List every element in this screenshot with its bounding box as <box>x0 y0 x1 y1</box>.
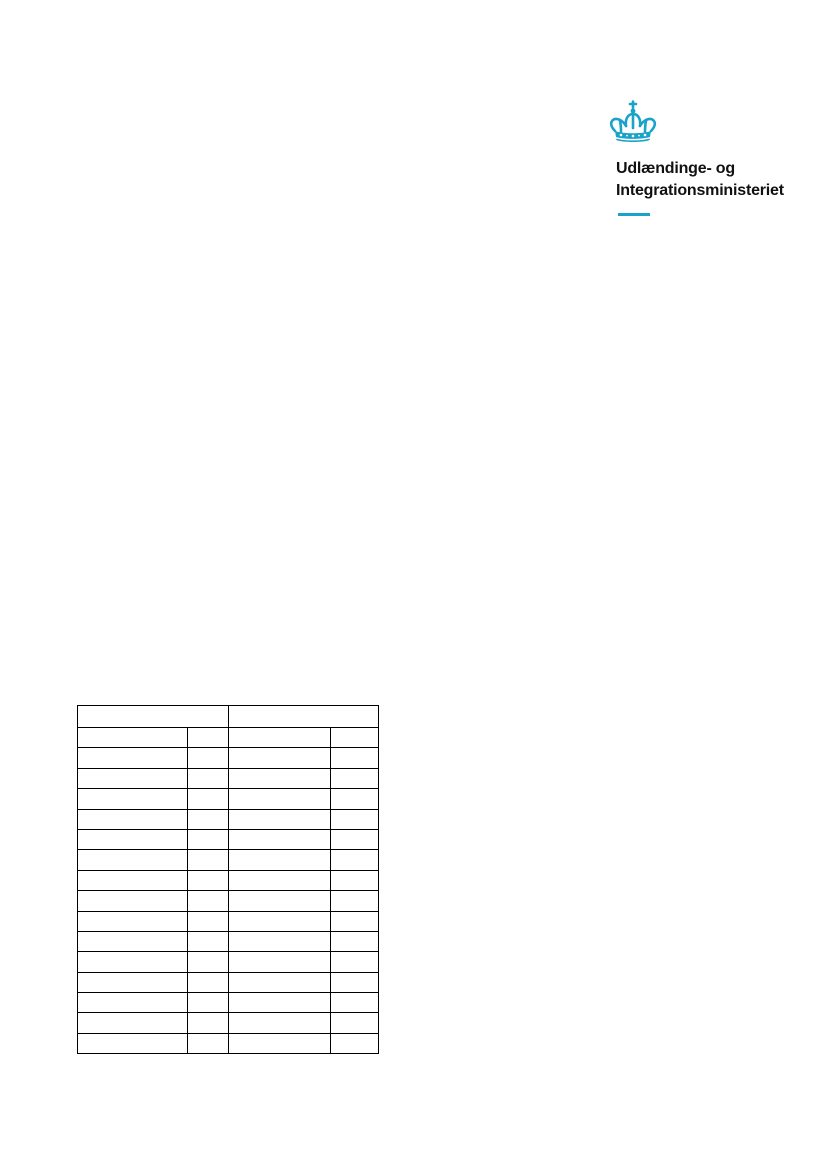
table-row <box>78 809 379 829</box>
table-cell <box>331 829 379 849</box>
table-cell <box>188 789 229 809</box>
table-cell <box>229 768 331 788</box>
table-cell <box>331 952 379 972</box>
table-row <box>78 931 379 951</box>
table-cell <box>331 891 379 911</box>
table-cell <box>188 972 229 992</box>
table-row <box>78 891 379 911</box>
table-row <box>78 1033 379 1053</box>
table-cell <box>331 728 379 748</box>
table-cell <box>78 911 188 931</box>
table-cell <box>78 1033 188 1053</box>
table-cell <box>229 850 331 870</box>
table-row <box>78 748 379 768</box>
table-cell <box>331 972 379 992</box>
table-cell <box>229 748 331 768</box>
table-cell <box>229 891 331 911</box>
accent-divider <box>618 213 650 216</box>
table-cell <box>188 809 229 829</box>
table-cell <box>229 993 331 1013</box>
table-row <box>78 850 379 870</box>
table-cell <box>188 870 229 890</box>
table-cell <box>229 728 331 748</box>
table-cell <box>331 931 379 951</box>
table-cell <box>188 850 229 870</box>
table-row <box>78 911 379 931</box>
table-cell <box>331 768 379 788</box>
table-cell <box>331 911 379 931</box>
table-row <box>78 829 379 849</box>
table-cell <box>229 1033 331 1053</box>
ministry-name-line-2: Integrationsministeriet <box>616 182 784 199</box>
table-row <box>78 870 379 890</box>
table-cell <box>78 850 188 870</box>
table-cell <box>331 1033 379 1053</box>
table-cell <box>229 911 331 931</box>
table-cell <box>229 809 331 829</box>
table-cell <box>188 952 229 972</box>
table-cell <box>229 931 331 951</box>
table-cell <box>188 829 229 849</box>
table-cell <box>78 789 188 809</box>
table-cell <box>188 911 229 931</box>
table-cell <box>78 891 188 911</box>
table-cell <box>78 972 188 992</box>
table-cell <box>331 850 379 870</box>
table-cell <box>188 768 229 788</box>
table-cell <box>331 993 379 1013</box>
table-row <box>78 1013 379 1033</box>
ministry-name <box>616 158 821 202</box>
table-cell <box>188 748 229 768</box>
table-cell <box>188 1033 229 1053</box>
table-cell <box>331 748 379 768</box>
table-row <box>78 993 379 1013</box>
table-cell <box>229 972 331 992</box>
table-cell <box>78 931 188 951</box>
table-row <box>78 728 379 748</box>
table-cell <box>78 768 188 788</box>
table-cell <box>78 993 188 1013</box>
table-row <box>78 972 379 992</box>
table-cell <box>188 993 229 1013</box>
table-cell <box>229 789 331 809</box>
table-cell <box>331 870 379 890</box>
table-cell <box>188 728 229 748</box>
royal-crown-icon <box>609 100 657 142</box>
table-cell <box>78 952 188 972</box>
empty-form-table <box>77 705 379 1054</box>
table-cell <box>188 931 229 951</box>
table-header-row <box>78 706 379 728</box>
table-cell <box>331 789 379 809</box>
table-cell <box>78 748 188 768</box>
ministry-name-line-1: Udlændinge- og <box>616 160 735 177</box>
table-cell <box>78 870 188 890</box>
table-header-cell-right <box>229 706 379 728</box>
table-cell <box>78 829 188 849</box>
table-cell <box>229 1013 331 1033</box>
table-cell <box>331 809 379 829</box>
table-cell <box>229 829 331 849</box>
table-header-cell-left <box>78 706 229 728</box>
table-cell <box>78 1013 188 1033</box>
table-row <box>78 952 379 972</box>
table-cell <box>331 1013 379 1033</box>
table-cell <box>188 891 229 911</box>
table-cell <box>78 809 188 829</box>
table-cell <box>229 870 331 890</box>
table-cell <box>188 1013 229 1033</box>
table-row <box>78 768 379 788</box>
table-cell <box>229 952 331 972</box>
table-row <box>78 789 379 809</box>
table-cell <box>78 728 188 748</box>
